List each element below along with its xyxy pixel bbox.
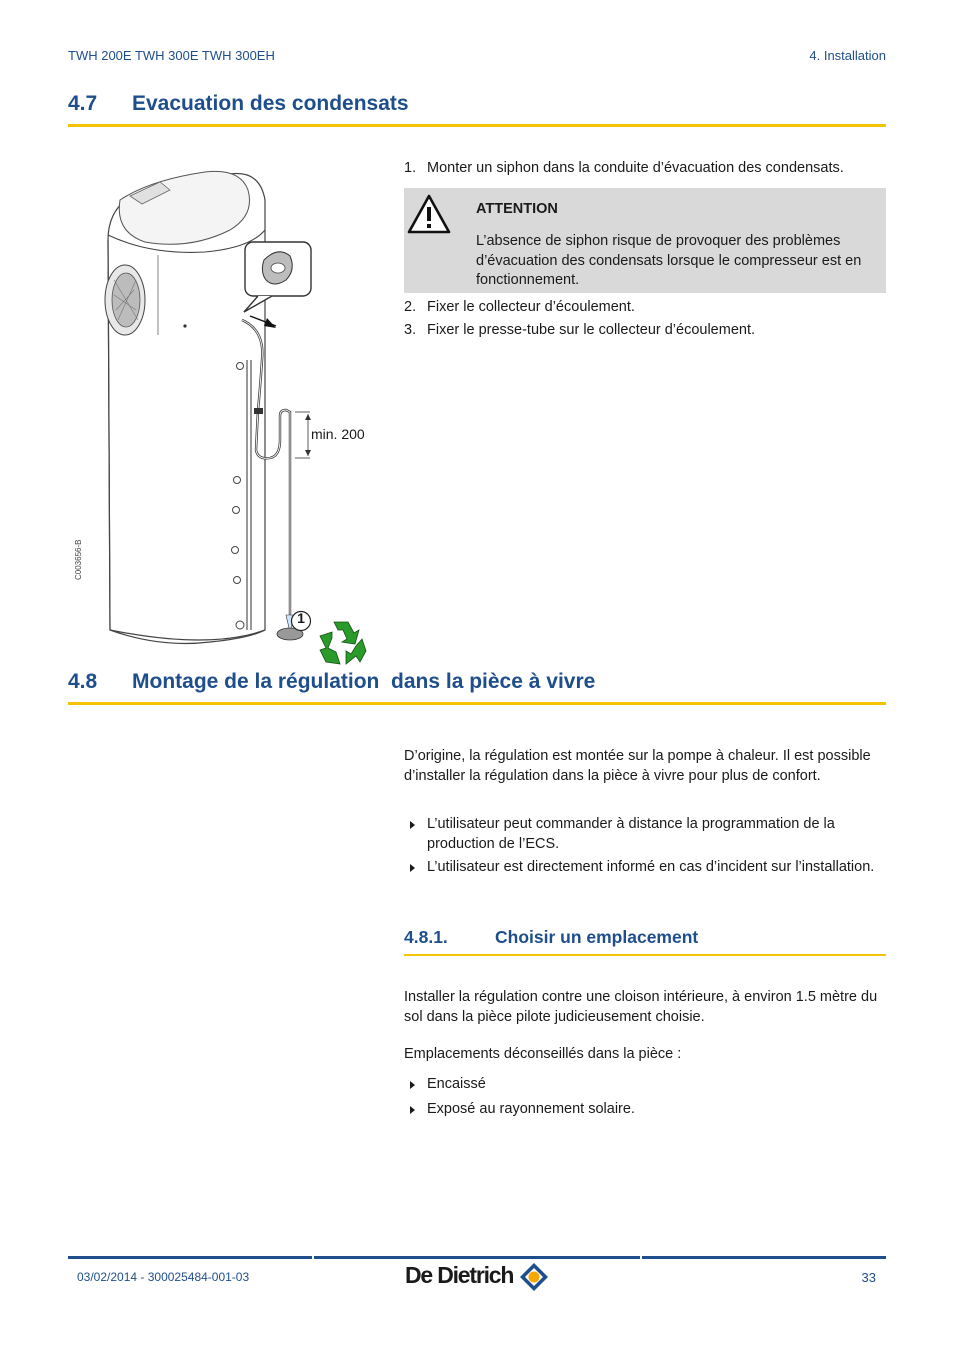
water-heater-figure <box>90 160 390 672</box>
bullet-text: Encaissé <box>427 1076 486 1092</box>
bullet-item <box>404 1075 890 1095</box>
step-3 <box>404 321 890 341</box>
recycle-icon <box>320 622 366 664</box>
section-4-7-title: Evacuation des condensats <box>132 92 409 115</box>
footer-rule-gap <box>640 1256 642 1259</box>
section-4-8-rule <box>68 702 886 705</box>
header-chapter: 4. Installation <box>809 48 886 63</box>
step-2 <box>404 298 890 318</box>
bullet-arrow-icon <box>410 821 415 829</box>
callout-number: 1 <box>297 610 305 626</box>
bullet-item <box>404 1100 890 1120</box>
brand-logo-icon <box>519 1262 549 1292</box>
brand-logo-text: De Dietrich <box>405 1262 514 1288</box>
figure-reference: C003656-B <box>74 539 83 580</box>
bullet-arrow-icon <box>410 864 415 872</box>
bullet-text: L’utilisateur est directement informé en cas d’incident sur l’installation. <box>427 859 875 875</box>
footer-date-reference: 03/02/2014 - 300025484-001-03 <box>77 1270 250 1284</box>
step-2-number: 2. <box>404 299 417 315</box>
dimension-label: min. 200 <box>311 426 365 442</box>
bullet-text: Exposé au rayonnement solaire. <box>427 1101 635 1117</box>
footer-rule <box>68 1256 886 1259</box>
step-1-number: 1. <box>404 160 417 176</box>
attention-title: ATTENTION <box>476 201 558 217</box>
bullet-text: L’utilisateur peut commander à distance la programmation de la production de l’ECS. <box>427 816 835 852</box>
footer-rule-gap <box>312 1256 314 1259</box>
step-2-text: Fixer le collecteur d’écoulement. <box>427 299 635 315</box>
attention-box <box>404 188 886 293</box>
bullet-arrow-icon <box>410 1081 415 1089</box>
step-1-text: Monter un siphon dans la conduite d’évacuation des condensats. <box>427 160 844 176</box>
step-3-number: 3. <box>404 322 417 338</box>
bullet-arrow-icon <box>410 1106 415 1114</box>
section-4-8-title: Montage de la régulation dans la pièce à vivre <box>132 670 596 693</box>
section-4-8-number: 4.8 <box>68 670 98 693</box>
step-1 <box>404 159 890 179</box>
section-4-8-1-number: 4.8.1. <box>404 927 448 947</box>
section-4-8-1-list-intro: Emplacements déconseillés dans la pièce : <box>404 1046 682 1062</box>
section-4-8-intro: D’origine, la régulation est montée sur la pompe à chaleur. Il est possible d’installer la régulation dans la pièce à vivre pour plus de confort. <box>404 748 871 784</box>
section-4-8-1-paragraph: Installer la régulation contre une cloison intérieure, à environ 1.5 mètre du sol dans la pièce pilote judicieusement choisie. <box>404 989 878 1025</box>
section-4-8-1-title: Choisir un emplacement <box>495 927 699 947</box>
section-4-7-number: 4.7 <box>68 92 98 115</box>
section-4-7-rule <box>68 124 886 127</box>
warning-icon <box>407 194 451 234</box>
page-number: 33 <box>861 1270 876 1285</box>
bullet-item <box>404 815 890 854</box>
header-doc-title: TWH 200E TWH 300E TWH 300EH <box>68 48 275 63</box>
bullet-item <box>404 858 890 878</box>
section-4-8-1-rule <box>404 954 886 956</box>
attention-text: L’absence de siphon risque de provoquer des problèmes d’évacuation des condensats lorsque le compresseur est en fonctionnement. <box>476 233 862 288</box>
step-3-text: Fixer le presse-tube sur le collecteur d’écoulement. <box>427 322 756 338</box>
